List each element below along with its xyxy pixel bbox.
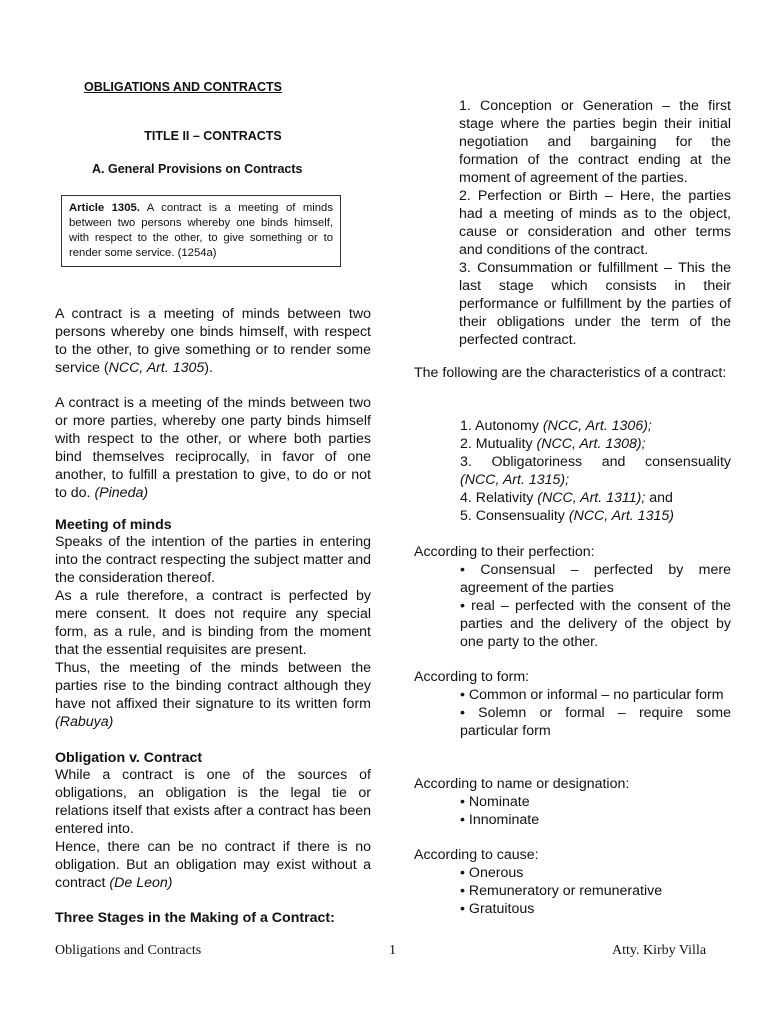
- section-heading: A. General Provisions on Contracts: [92, 162, 303, 176]
- meeting-paragraph-1: Speaks of the intention of the parties in entering into the contract respecting the subject matter and the consideration thereof.: [55, 534, 371, 586]
- obligation-vs-contract-section: [55, 750, 371, 892]
- characteristic-item-cite: (NCC, Art. 1315);: [460, 472, 570, 488]
- oc-paragraph-1: While a contract is one of the sources of obligations, an obligation is the legal tie or relations itself that exists after a contract has been entered into.: [55, 767, 371, 837]
- meeting-3-citation: (Rabuya): [55, 714, 114, 730]
- characteristic-item: 3. Obligatoriness and consensuality: [460, 454, 731, 470]
- definition-1-end: ).: [204, 360, 213, 376]
- name-item: • Innominate: [460, 812, 540, 828]
- footer-left: Obligations and Contracts: [55, 943, 202, 958]
- perfection-item: • Consensual – perfected by mere agreement of the parties: [460, 562, 731, 596]
- document-title: OBLIGATIONS AND CONTRACTS: [84, 80, 282, 94]
- footer-right: Atty. Kirby Villa: [612, 943, 707, 958]
- form-item: • Common or informal – no particular form: [460, 687, 724, 703]
- perfection-heading: According to their perfection:: [414, 544, 595, 560]
- name-heading: According to name or designation:: [414, 776, 630, 792]
- meeting-of-minds-section: [55, 517, 371, 731]
- oc-2-citation: (De Leon): [109, 875, 173, 891]
- form-section: [414, 668, 731, 740]
- meeting-paragraph-2: As a rule therefore, a contract is perfected by mere consent. It does not require any special form, as a rule, and is binding from the moment that the essential requisites are present.: [55, 588, 371, 658]
- characteristics-list: [460, 417, 731, 525]
- cause-heading: According to cause:: [414, 847, 539, 863]
- cause-section: [414, 846, 731, 918]
- characteristic-item: 5. Consensuality (NCC, Art. 1315): [460, 508, 674, 524]
- perfection-item: • real – perfected with the consent of the parties and the delivery of the object by one party to the other.: [460, 598, 731, 650]
- stage-2: 2. Perfection or Birth – Here, the parties had a meeting of minds as to the object, cause or consideration and other terms and conditions of the contract.: [459, 188, 731, 258]
- form-item: • Solemn or formal – require some particular form: [460, 705, 731, 739]
- stages-list: [459, 97, 731, 349]
- characteristics-intro: The following are the characteristics of a contract:: [414, 365, 727, 381]
- obligation-vs-contract-heading: Obligation v. Contract: [55, 750, 203, 766]
- definition-1-citation: NCC, Art. 1305: [108, 360, 205, 376]
- article-text: A contract is a meeting of minds between two persons whereby one binds himself, with respect to the other, to give something or to render some service. (1254a): [69, 202, 333, 259]
- oc-2-text: Hence, there can be no contract if there is no obligation. But an obligation may exist without a contract: [55, 839, 371, 891]
- article-1305-box: [61, 195, 341, 267]
- definition-paragraph-2: [55, 394, 371, 502]
- definition-2-text: A contract is a meeting of the minds between two or more parties, whereby one party binds himself with respect to the other, or where both parties bind themselves reciprocally, in favor of one another, to fulfill a prestation to give, to do or not to do.: [55, 395, 371, 501]
- definition-paragraph-1: [55, 305, 371, 377]
- cause-item: • Remuneratory or remunerative: [460, 883, 663, 899]
- definition-2-citation: (Pineda): [94, 485, 149, 501]
- cause-item: • Onerous: [460, 865, 524, 881]
- stage-3: 3. Consummation or fulfillment – This the last stage which consists in their performance or fulfillment by the parties of their obligations under the term of the perfected contract.: [459, 260, 731, 348]
- definition-1-text: A contract is a meeting of minds between two persons whereby one binds himself, with respect to the other, to give something or to render some service (: [55, 306, 371, 376]
- title-heading: TITLE II – CONTRACTS: [144, 129, 282, 143]
- perfection-section: [414, 543, 731, 651]
- three-stages-heading: Three Stages in the Making of a Contract:: [55, 910, 335, 926]
- oc-paragraph-2: [55, 838, 371, 892]
- cause-item: • Gratuitous: [460, 901, 535, 917]
- characteristic-item: 4. Relativity (NCC, Art. 1311); and: [460, 490, 673, 506]
- meeting-3-text: Thus, the meeting of the minds between the parties rise to the binding contract although they have not affixed their signature to its written form: [55, 660, 371, 712]
- characteristic-item: 1. Autonomy (NCC, Art. 1306);: [460, 418, 652, 434]
- meeting-of-minds-heading: Meeting of minds: [55, 517, 172, 533]
- article-label: Article 1305.: [69, 202, 140, 214]
- stage-1: 1. Conception or Generation – the first stage where the parties begin their initial negotiation and bargaining for the formation of the contract ending at the moment of agreement of the parties.: [459, 98, 731, 186]
- form-heading: According to form:: [414, 669, 530, 685]
- meeting-paragraph-3: [55, 659, 371, 731]
- name-section: [414, 775, 731, 829]
- name-item: • Nominate: [460, 794, 530, 810]
- characteristic-item: 2. Mutuality (NCC, Art. 1308);: [460, 436, 646, 452]
- page-number: 1: [389, 943, 396, 958]
